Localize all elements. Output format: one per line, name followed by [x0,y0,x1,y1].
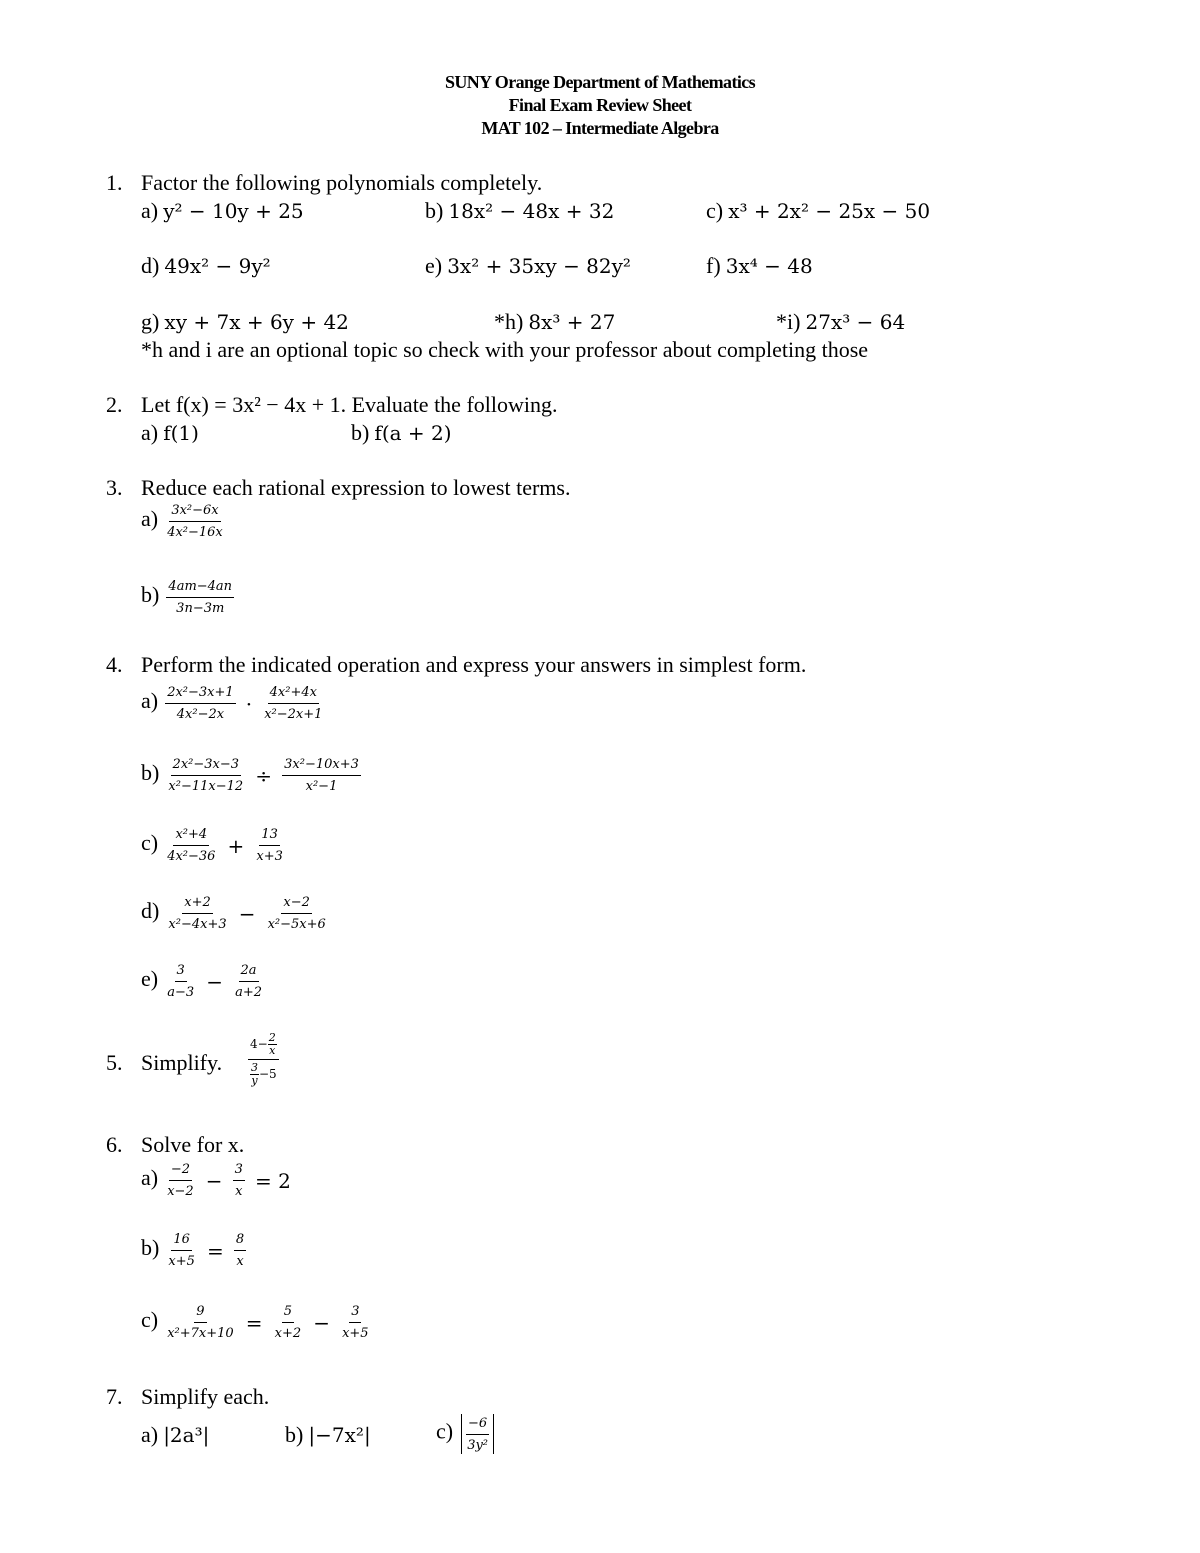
q7-a-expr: |2a³| [163,1423,210,1447]
q1-item-e [425,253,631,279]
q4-d-den-1: x²−4x+3 [168,917,227,932]
q6-b-fraction-2 [234,1231,246,1270]
q1-h-expr: 8x³ + 27 [528,310,616,334]
q4-a-den-2: x²−2x+1 [264,707,323,722]
q6-a-den-1: x−2 [167,1184,194,1199]
q6-c-fraction-3 [340,1303,371,1342]
q4-a-num-2: 4x²+4x [268,684,319,704]
q6-c-den-1: x²+7x+10 [167,1326,234,1341]
q7-c-fraction [465,1415,490,1454]
q4-c-den-2: x+3 [256,849,283,864]
q1-c-expr: x³ + 2x² − 25x − 50 [728,199,931,223]
q2-b-expr: f(a + 2) [374,421,452,445]
q6-a-fraction-1 [165,1161,196,1200]
q4-b-den-1: x²−11x−12 [168,779,244,794]
q1-item-f [706,253,813,279]
q1-e-label: e) [425,253,443,278]
q4-b-fraction-1 [166,756,245,795]
q4-a-operator: · [245,691,253,716]
q4-d-den-2: x²−5x+6 [267,917,326,932]
q6-a-rhs: = 2 [255,1168,291,1193]
q6-item-b [141,1231,248,1270]
q3-item-a [141,502,227,541]
q6-b-num-2: 8 [234,1231,246,1251]
q4-prompt: Perform the indicated operation and express your answers in simplest form. [141,652,807,677]
q6-c-den-2: x+2 [274,1326,302,1341]
q4-c-den-1: 4x²−36 [167,849,216,864]
q7-prompt: Simplify each. [141,1384,270,1409]
q2-item-a [141,420,199,446]
q4-d-fraction-2 [266,894,328,933]
q6-b-label: b) [141,1235,160,1260]
q5-top-num: 2 [268,1031,276,1044]
q1-i-label: *i) [776,309,801,334]
q5-outer-denominator [248,1060,279,1087]
q4-item-e [141,962,266,1001]
q1-a-label: a) [141,198,159,223]
q4-b-num-1: 2x²−3x−3 [171,756,241,776]
q3-b-label: b) [141,582,160,607]
q3-a-label: a) [141,506,159,531]
q6-a-num-2: 3 [233,1161,245,1181]
q5-bottom-rest: −5 [259,1067,277,1081]
q6-b-den-2: x [236,1254,244,1269]
q3-b-denominator: 3n−3m [176,601,225,616]
q7-c-num: −6 [466,1415,489,1435]
q5-top-fraction [268,1032,277,1057]
q1-item-h [494,309,615,335]
q6-a-fraction-2 [233,1161,245,1200]
q4-e-fraction-1 [165,962,196,1001]
q6-a-den-2: x [235,1184,243,1199]
q6-a-operator: − [205,1168,223,1193]
header-line-2: Final Exam Review Sheet [508,95,692,115]
q6-c-num-1: 9 [194,1303,206,1323]
q6-b-equals: = [207,1238,224,1263]
q7-item-c [436,1414,497,1454]
q1-item-d [141,253,271,279]
q6-c-fraction-1 [165,1303,235,1342]
q1-f-label: f) [706,253,721,278]
q4-a-num-1: 2x²−3x+1 [165,684,235,704]
q5-prompt: Simplify. [141,1050,223,1075]
q6-item-a [141,1161,294,1200]
q1-item-b [425,198,614,224]
q1-c-label: c) [706,198,724,223]
q1-d-label: d) [141,253,160,278]
q2-b-label: b) [351,420,370,445]
q4-a-den-1: 4x²−2x [176,707,225,722]
q6-c-num-3: 3 [349,1303,361,1323]
q4-d-num-2: x−2 [281,894,312,914]
q4-e-label: e) [141,966,159,991]
q1-item-i [776,309,905,335]
q1-item-a [141,198,304,224]
q6-number: 6. [106,1132,123,1157]
q6-prompt: Solve for x. [141,1132,245,1157]
q5-bottom-fraction [250,1062,259,1087]
q4-c-fraction-1 [165,826,217,865]
q6-c-equals: = [245,1310,263,1335]
q1-h-label: *h) [494,309,524,334]
q6-b-num-1: 16 [171,1231,192,1251]
q6-c-fraction-2 [273,1303,304,1342]
q7-b-label: b) [285,1422,304,1447]
q4-b-fraction-2 [282,756,361,795]
q3-b-fraction [166,578,234,617]
q4-item-c [141,826,287,865]
header-line-3: MAT 102 – Intermediate Algebra [481,118,719,138]
q5-outer-fraction [248,1032,279,1087]
q1-a-expr: y² − 10y + 25 [163,199,304,223]
q2-a-expr: f(1) [163,421,199,445]
q3-prompt: Reduce each rational expression to lowest terms. [141,475,571,500]
q7-c-right-bar [493,1414,494,1454]
q1-b-label: b) [425,198,444,223]
q4-b-label: b) [141,760,160,785]
q1-prompt: Factor the following polynomials completely. [141,170,543,195]
q3-number: 3. [106,475,123,500]
q6-b-den-1: x+5 [168,1254,195,1269]
q4-number: 4. [106,652,123,677]
q7-item-b [285,1422,371,1448]
q7-c-left-bar [461,1414,462,1454]
q5-top-den: x [269,1044,276,1057]
q3-item-b [141,578,236,617]
q2-number: 2. [106,392,123,417]
q4-c-operator: + [227,833,245,858]
q6-a-label: a) [141,1165,159,1190]
q1-e-expr: 3x² + 35xy − 82y² [447,254,631,278]
q3-a-denominator: 4x²−16x [167,525,223,540]
q2-item-b [351,420,452,446]
q5-complex-fraction [246,1032,281,1087]
q7-a-label: a) [141,1422,159,1447]
q1-item-g [141,309,349,335]
q1-i-expr: 27x³ − 64 [805,310,906,334]
q4-a-fraction-1 [165,684,235,723]
q1-g-label: g) [141,309,160,334]
q4-e-num-2: 2a [239,962,259,982]
q1-number: 1. [106,170,123,195]
q4-d-label: d) [141,898,160,923]
q7-c-den: 3y² [467,1437,489,1453]
q1-g-expr: xy + 7x + 6y + 42 [164,310,349,334]
q4-d-operator: − [238,901,256,926]
q5-outer-numerator [248,1032,279,1060]
q4-b-num-2: 3x²−10x+3 [282,756,361,776]
q5-top-whole: 4− [250,1037,268,1051]
q2-prompt: Let f(x) = 3x² − 4x + 1. Evaluate the following. [141,392,558,417]
q5-number: 5. [106,1050,123,1075]
q4-c-label: c) [141,830,159,855]
q7-c-label: c) [436,1418,454,1444]
q6-c-den-3: x+5 [342,1326,369,1341]
q4-item-a [141,684,326,723]
q1-d-expr: 49x² − 9y² [164,254,271,278]
q4-c-num-1: x²+4 [173,826,209,846]
q3-a-fraction [165,502,225,541]
q7-number: 7. [106,1384,123,1409]
q6-c-operator: − [313,1310,330,1335]
header-line-1: SUNY Orange Department of Mathematics [444,72,756,92]
q6-b-fraction-1 [166,1231,197,1270]
q1-f-expr: 3x⁴ − 48 [725,254,813,278]
q5-bot-den: y [251,1074,258,1087]
q4-c-num-2: 13 [259,826,280,846]
q4-e-operator: − [206,969,223,994]
q4-d-fraction-1 [166,894,228,933]
q7-item-a [141,1422,209,1448]
q4-a-fraction-2 [262,684,324,723]
q6-a-num-1: −2 [169,1161,192,1181]
q4-item-b [141,756,363,795]
q4-b-operator: ÷ [255,763,273,788]
q3-a-numerator: 3x²−6x [169,502,220,522]
q1-b-expr: 18x² − 48x + 32 [448,199,615,223]
q4-a-label: a) [141,688,159,713]
q4-d-num-1: x+2 [182,894,213,914]
q2-a-label: a) [141,420,159,445]
q7-b-expr: |−7x²| [308,1423,371,1447]
q4-e-den-2: a+2 [235,985,262,1000]
q4-e-num-1: 3 [175,962,187,982]
q4-item-d [141,894,330,933]
q4-e-fraction-2 [233,962,264,1001]
q4-e-den-1: a−3 [167,985,195,1000]
q3-b-numerator: 4am−4an [166,578,234,598]
q1-item-c [706,198,930,224]
q5-bot-num: 3 [251,1061,258,1074]
q4-b-den-2: x²−1 [305,779,338,794]
q1-note: *h and i are an optional topic so check with your professor about completing those [141,337,869,362]
q6-item-c [141,1303,373,1342]
q4-c-fraction-2 [254,826,285,865]
q6-c-label: c) [141,1307,159,1332]
q6-c-num-2: 5 [282,1303,294,1323]
